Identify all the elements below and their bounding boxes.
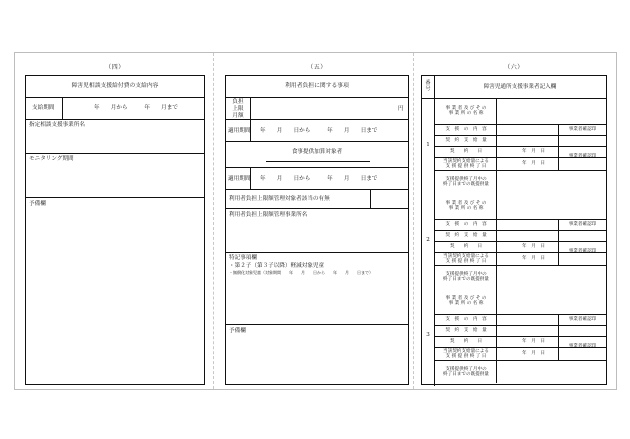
office-label: 指定相談支援事業所名 <box>29 122 85 128</box>
period-label: 支給期間 <box>32 105 55 111</box>
panel-6-table <box>421 75 607 385</box>
panel-5-table <box>225 75 409 385</box>
panel-5-number: （五） <box>307 64 327 71</box>
monitoring-label: モニタリング期間 <box>29 156 74 162</box>
burden-limit-label-2: 上限 <box>232 106 244 112</box>
date-value: 年 月 日 <box>522 161 545 166</box>
entry-number: 3 <box>426 331 430 338</box>
entry-provider-name-label: 事 業 者 及 び そ の 事 業 所 の 名 称 <box>445 201 487 212</box>
entry-provider-name-label: 事 業 者 及 び そ の 事 業 所 の 名 称 <box>445 106 487 117</box>
panel-4-table <box>25 75 205 385</box>
panel-4-number: （四） <box>105 64 125 71</box>
entry-end-date-label: 当該契約支給量による 支 援 提 供 終 了 日 <box>443 158 489 169</box>
applicable-period-label-2: 適用期間 <box>228 176 251 182</box>
entry-block <box>422 288 606 383</box>
entry-contract-amount-label: 契 約 支 給 量 <box>445 138 487 143</box>
panel-6-number: （六） <box>504 64 524 71</box>
seal-label: 事業者確認印 <box>568 317 597 322</box>
date-value: 年 月 日 <box>522 256 545 261</box>
entry-block <box>422 193 606 288</box>
period-value: 年 月から 年 月まで <box>94 105 178 111</box>
yen-unit: 円 <box>398 106 404 112</box>
special-note-free-education: ・無償化対象児童（対象期間 年 月 日から 年 月 日まで） <box>229 270 373 275</box>
special-notes-label: 特記事項欄 <box>229 255 257 261</box>
seal-label: 事業者確認印 <box>568 154 597 159</box>
date-value: 年 月 日 <box>522 339 545 344</box>
entry-end-date-label: 当該契約支給量による 支 援 提 供 終 了 日 <box>443 253 489 264</box>
special-note-sibling: ・第２子（第３子以降）軽減対象児童 <box>229 263 325 269</box>
panel-5-header: 利用者負担に関する事項 <box>285 83 349 89</box>
notes-label: 予備欄 <box>29 201 46 207</box>
entry-block <box>422 98 606 193</box>
applicable-period-value-2: 年 月 日から 年 月 日まで <box>260 176 378 182</box>
panel-4 <box>25 53 205 391</box>
burden-limit-label-3: 月額 <box>232 113 244 119</box>
entry-end-date-label: 当該契約支給量による 支 援 提 供 終 了 日 <box>443 348 489 359</box>
entry-contract-date-label: 契 約 日 <box>449 149 483 154</box>
num-col-label: 番号 <box>425 80 431 92</box>
panel-6-header: 障害児通所支援事業者記入欄 <box>483 84 557 90</box>
date-value: 年 月 日 <box>522 351 545 356</box>
entry-number: 2 <box>426 236 430 243</box>
entry-contract-date-label: 契 約 日 <box>449 244 483 249</box>
entry-support-label: 支 援 の 内 容 <box>445 127 487 132</box>
fold-line <box>213 53 214 389</box>
panel-6 <box>421 53 607 391</box>
entry-support-label: 支 援 の 内 容 <box>445 317 487 322</box>
applicable-period-label: 適用期間 <box>228 128 251 134</box>
date-value: 年 月 日 <box>522 149 545 154</box>
seal-label: 事業者確認印 <box>568 222 597 227</box>
seal-label: 事業者確認印 <box>568 249 597 254</box>
notes-label-5: 予備欄 <box>229 328 246 334</box>
certificate-sheet <box>14 52 617 390</box>
seal-label: 事業者確認印 <box>568 127 597 132</box>
panel-5 <box>225 53 409 391</box>
entry-remaining-label: 支援提供終了月中の 終了日までの既提供量 <box>443 366 489 377</box>
fold-line <box>413 53 414 389</box>
entry-contract-amount-label: 契 約 支 給 量 <box>445 328 487 333</box>
entry-remaining-label: 支援提供終了月中の 終了日までの既提供量 <box>443 176 489 187</box>
entry-support-label: 支 援 の 内 容 <box>445 222 487 227</box>
applicable-period-value: 年 月 日から 年 月 日まで <box>260 128 378 134</box>
entry-contract-date-label: 契 約 日 <box>449 339 483 344</box>
burden-limit-label-1: 負担 <box>232 99 244 105</box>
entry-number: 1 <box>426 141 430 148</box>
date-value: 年 月 日 <box>522 244 545 249</box>
seal-label: 事業者確認印 <box>568 344 597 349</box>
entry-remaining-label: 支援提供終了月中の 終了日までの既提供量 <box>443 271 489 282</box>
entry-provider-name-label: 事 業 者 及 び そ の 事 業 所 の 名 称 <box>445 296 487 307</box>
panel-4-header: 障害児相談支援給付費の支給内容 <box>71 83 159 89</box>
mgmt-target-label: 利用者負担上限額管理対象者該当の有無 <box>229 196 330 202</box>
mgmt-office-label: 利用者負担上限額管理事業所名 <box>229 212 308 218</box>
entry-contract-amount-label: 契 約 支 給 量 <box>445 233 487 238</box>
meal-subsidy-label: 食事提供加算対象者 <box>291 149 343 155</box>
